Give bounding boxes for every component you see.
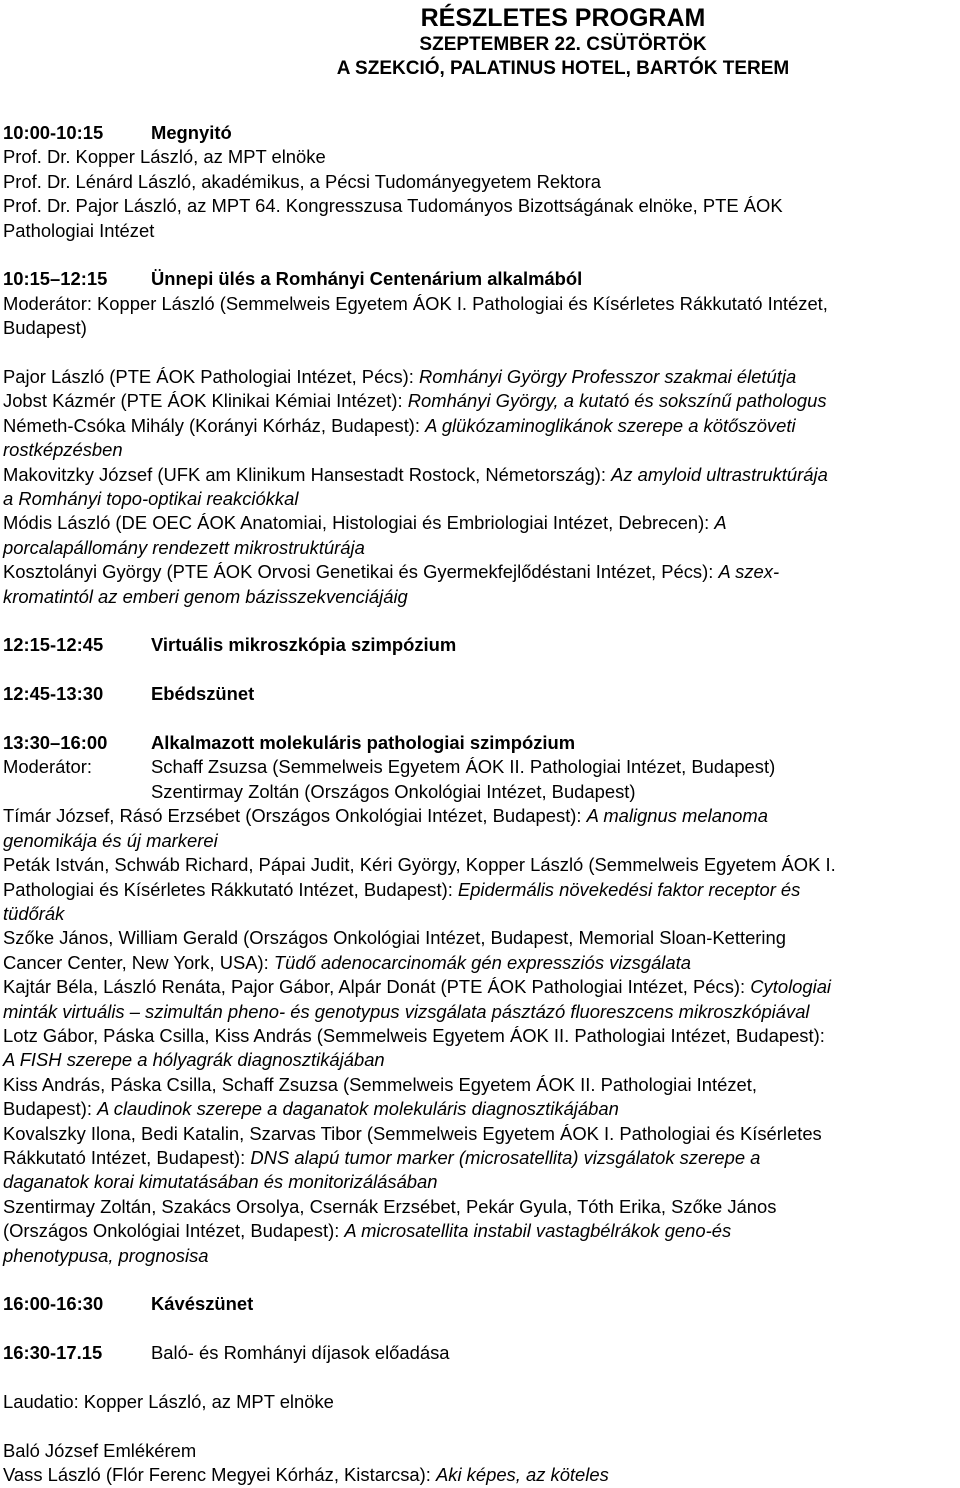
talk-title: Cytologiai — [750, 976, 832, 998]
talk-author: Németh-Csóka Mihály (Korányi Kórház, Budapest): — [3, 414, 426, 436]
section-heading: A SZEKCIÓ, PALATINUS HOTEL, BARTÓK TEREM — [336, 58, 790, 79]
session-time: 10:00-10:15 — [3, 122, 104, 143]
ceremony-talks — [3, 365, 958, 609]
talk-entry — [3, 463, 958, 512]
talk-title: daganatok korai kimutatásában és monitorizálásában — [3, 1171, 438, 1193]
talk-entry — [3, 511, 958, 560]
talk-author: Szőke János, William Gerald (Országos Onkológiai Intézet, Budapest, Memorial Sloan-Kettering — [3, 927, 786, 949]
session-time: 16:00-16:30 — [3, 1293, 104, 1315]
talk-entry — [3, 853, 958, 926]
talk-entry — [3, 414, 958, 463]
talk-title: phenotypusa, prognosisa — [3, 1244, 209, 1266]
session-time: 10:15–12:15 — [3, 268, 108, 290]
talk-entry — [3, 1073, 958, 1122]
talk-title: genomikája és új markerei — [3, 829, 218, 851]
coffee-break — [3, 1292, 958, 1316]
talk-line — [3, 585, 958, 609]
virtual-session — [3, 633, 958, 657]
moderator-line: Moderátor: Kopper László (Semmelweis Egyetem ÁOK I. Pathologiai és Kísérletes Rákkutató Intézet, — [3, 292, 828, 314]
talk-line — [3, 1463, 958, 1487]
talk-line — [3, 1073, 958, 1097]
talk-line — [3, 414, 958, 438]
talk-line — [3, 365, 958, 389]
talk-entry — [3, 389, 958, 413]
talk-title: Tüdő adenocarcinomák gén expressziós vizsgálata — [273, 951, 691, 973]
talk-author: (Országos Onkológiai Intézet, Budapest): — [3, 1220, 345, 1242]
talk-title: Az amyloid ultrastruktúrája — [611, 463, 828, 485]
talk-line — [3, 878, 958, 902]
talk-line — [3, 438, 958, 462]
talk-title: minták virtuális – szimultán pheno- és genotypus vizsgálata pásztázó fluoreszcens mikroszkópiával — [3, 1000, 810, 1022]
talk-author: Budapest): — [3, 1098, 98, 1120]
talk-title: Aki képes, az köteles — [436, 1464, 609, 1486]
talk-line — [3, 926, 958, 950]
talk-author: Rákkutató Intézet, Budapest): — [3, 1146, 251, 1168]
talk-title: Romhányi György, a kutató és sokszínű pathologus — [407, 390, 827, 412]
session-title: Ünnepi ülés a Romhányi Centenárium alkalmából — [151, 268, 583, 290]
talk-line — [3, 389, 958, 413]
talk-line — [3, 804, 958, 828]
moderator-name: Schaff Zsuzsa (Semmelweis Egyetem ÁOK II. Pathologiai Intézet, Budapest) — [151, 756, 776, 778]
talk-line — [3, 829, 958, 853]
talk-title: porcalapállomány rendezett mikrostruktúrája — [3, 536, 365, 558]
talk-entry — [3, 1024, 958, 1073]
session-title: Virtuális mikroszkópia szimpózium — [151, 634, 457, 656]
talk-author: Tímár József, Rásó Erzsébet (Országos Onkológiai Intézet, Budapest): — [3, 805, 587, 827]
talk-line — [3, 975, 958, 999]
talk-author: Makovitzky József (UFK am Klinikum Hansestadt Rostock, Németország): — [3, 463, 612, 485]
talk-author: Szentirmay Zoltán, Szakács Orsolya, Csernák Erzsébet, Pekár Gyula, Tóth Erika, Szőke János — [3, 1195, 777, 1217]
page-title: RÉSZLETES PROGRAM — [420, 4, 706, 32]
talk-entry — [3, 804, 958, 853]
talk-author: Kosztolányi György (PTE ÁOK Orvosi Genetikai és Gyermekfejlődéstani Intézet, Pécs): — [3, 561, 719, 583]
date-heading: SZEPTEMBER 22. CSÜTÖRTÖK — [419, 34, 707, 55]
talk-entry — [3, 926, 958, 975]
talk-author: Cancer Center, New York, USA): — [3, 951, 274, 973]
talk-line — [3, 536, 958, 560]
laudatio-line: Laudatio: Kopper László, az MPT elnöke — [3, 1391, 334, 1412]
talk-line — [3, 1170, 958, 1194]
talk-author: Jobst Kázmér (PTE ÁOK Klinikai Kémiai Intézet): — [3, 390, 408, 412]
talk-line — [3, 853, 958, 877]
memorial-line: Baló József Emlékérem — [3, 1439, 197, 1461]
talk-title: A FISH szerepe a hólyagrák diagnosztikájában — [3, 1049, 385, 1071]
talk-title: rostképzésben — [3, 439, 123, 461]
session-time: 12:45-13:30 — [3, 683, 104, 705]
talk-line — [3, 463, 958, 487]
talk-line — [3, 902, 958, 926]
talk-line — [3, 1244, 958, 1268]
talk-entry — [3, 1122, 958, 1195]
talk-line — [3, 1000, 958, 1024]
talk-line — [3, 1146, 958, 1170]
session-title: Megnyitó — [151, 122, 232, 143]
talk-author: Módis László (DE OEC ÁOK Anatomiai, Histologiai és Embriologiai Intézet, Debrecen): — [3, 512, 715, 534]
session-title: Baló- és Romhányi díjasok előadása — [151, 1342, 450, 1364]
talk-line — [3, 487, 958, 511]
moderator-row — [3, 780, 958, 804]
opening-header — [3, 121, 958, 145]
talk-title: Romhányi György Professzor szakmai életútja — [419, 366, 797, 388]
molecular-header — [3, 731, 958, 755]
talk-line — [3, 560, 958, 584]
moderator-row — [3, 755, 958, 779]
session-title: Kávészünet — [151, 1293, 254, 1315]
talk-author: Vass László (Flór Ferenc Megyei Kórház, Kistarcsa): — [3, 1464, 437, 1486]
session-title: Alkalmazott molekuláris pathologiai szimpózium — [151, 732, 576, 754]
talk-entry — [3, 975, 958, 1024]
talk-title: A claudinok szerepe a daganatok molekuláris diagnosztikájában — [97, 1098, 619, 1120]
talk-title: a Romhányi topo-optikai reakciókkal — [3, 488, 299, 510]
moderator-line: Budapest) — [3, 317, 87, 339]
talk-author: Pajor László (PTE ÁOK Pathologiai Intézet, Pécs): — [3, 366, 420, 388]
talk-entry — [3, 1195, 958, 1268]
talk-title: DNS alapú tumor marker (microsatellita) vizsgálatok szerepe a — [250, 1146, 761, 1168]
speaker-line: Pathologiai Intézet — [3, 219, 155, 241]
talk-title: A glükózaminoglikánok szerepe a kötőszöveti — [425, 414, 796, 436]
program-page — [3, 0, 958, 1488]
session-time: 13:30–16:00 — [3, 732, 108, 754]
awards-header — [3, 1341, 958, 1365]
opening-speakers — [3, 145, 958, 243]
talk-line — [3, 1097, 958, 1121]
talk-title: A malignus melanoma — [586, 805, 768, 827]
molecular-talks — [3, 804, 958, 1268]
talk-entry — [3, 560, 958, 609]
moderator-label: Moderátor: — [3, 756, 92, 778]
lunch-break — [3, 682, 958, 706]
talk-line — [3, 951, 958, 975]
session-time: 16:30-17.15 — [3, 1342, 103, 1364]
talk-line — [3, 1219, 958, 1243]
moderator-name: Szentirmay Zoltán (Országos Onkológiai Intézet, Budapest) — [151, 780, 636, 802]
talk-author: Pathologiai és Kísérletes Rákkutató Intézet, Budapest): — [3, 878, 458, 900]
talk-line — [3, 1122, 958, 1146]
talk-author: Kiss András, Páska Csilla, Schaff Zsuzsa (Semmelweis Egyetem ÁOK II. Pathologiai Intézet, — [3, 1073, 757, 1095]
session-time: 12:15-12:45 — [3, 634, 104, 656]
talk-line — [3, 511, 958, 535]
talk-title: Epidermális növekedési faktor receptor és — [457, 878, 801, 900]
talk-author: Kovalszky Ilona, Bedi Katalin, Szarvas Tibor (Semmelweis Egyetem ÁOK I. Pathologiai és Kísérletes — [3, 1122, 822, 1144]
talk-author: Lotz Gábor, Páska Csilla, Kiss András (Semmelweis Egyetem ÁOK II. Pathologiai Intézet, Budapest): — [3, 1024, 825, 1046]
speaker-line: Prof. Dr. Lénárd László, akadémikus, a Pécsi Tudományegyetem Rektora — [3, 170, 601, 192]
talk-line — [3, 1195, 958, 1219]
talk-line — [3, 1048, 958, 1072]
talk-line — [3, 1024, 958, 1048]
speaker-line: Prof. Dr. Kopper László, az MPT elnöke — [3, 146, 326, 168]
talk-title: tüdőrák — [3, 902, 65, 924]
talk-title: A szex- — [718, 561, 780, 583]
talk-author: Peták István, Schwáb Richard, Pápai Judit, Kéri György, Kopper László (Semmelweis Egyetem ÁOK I. — [3, 854, 836, 876]
talk-author: Kajtár Béla, László Renáta, Pajor Gábor, Alpár Donát (PTE ÁOK Pathologiai Intézet, Pécs): — [3, 976, 751, 998]
talk-title: A microsatellita instabil vastagbélrákok geno-és — [344, 1220, 732, 1242]
speaker-line: Prof. Dr. Pajor László, az MPT 64. Kongresszusa Tudományos Bizottságának elnöke, PTE ÁOK — [3, 195, 783, 217]
talk-entry — [3, 365, 958, 389]
talk-title: kromatintól az emberi genom bázisszekvenciájáig — [3, 585, 408, 607]
session-title: Ebédszünet — [151, 683, 255, 705]
ceremony-header — [3, 267, 958, 291]
talk-title: A — [714, 512, 727, 534]
